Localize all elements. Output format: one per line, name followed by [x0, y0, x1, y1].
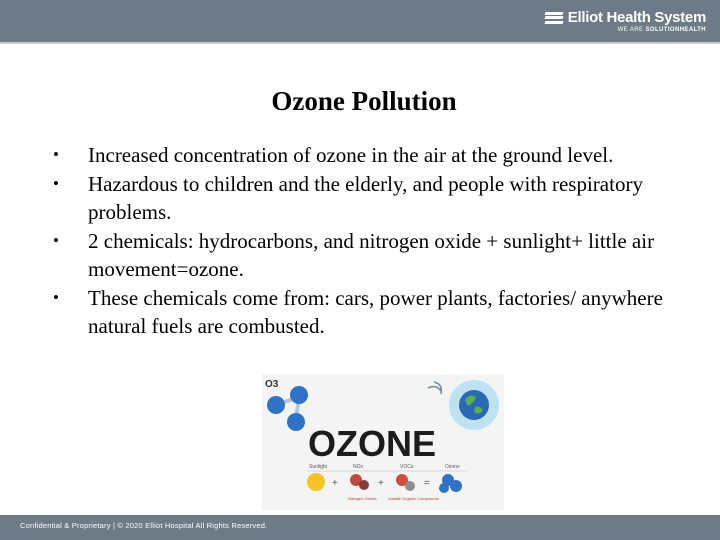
bullet-text: 2 chemicals: hydrocarbons, and nitrogen oxide + sunlight+ little air movement=ozone.	[88, 228, 655, 281]
column-label: Ozone	[445, 464, 460, 470]
bullet-dot: •	[53, 287, 59, 307]
bullet-item	[47, 170, 667, 227]
bullet-text: Hazardous to children and the elderly, and people with respiratory problems.	[88, 171, 643, 224]
header-bar	[0, 0, 720, 42]
logo-mark-icon	[545, 12, 563, 24]
footer-bar	[0, 515, 720, 540]
bullet-text: These chemicals come from: cars, power plants, factories/ anywhere natural fuels are combusted.	[88, 285, 663, 338]
bullet-item	[47, 227, 667, 284]
operator-symbol: +	[378, 478, 384, 489]
ozone-headline: OZONE	[308, 423, 437, 464]
elliot-health-logo	[545, 9, 706, 33]
bullet-item	[47, 284, 667, 341]
column-label: Sunlight	[309, 464, 328, 470]
column-sublabel: Nitrogen Oxides	[348, 496, 377, 501]
ozone-molecule-icon	[267, 386, 308, 431]
voc-molecule-icon	[396, 474, 415, 491]
bullet-text: Increased concentration of ozone in the air at the ground level.	[88, 143, 614, 167]
nox-molecule-icon	[350, 474, 369, 490]
operator-symbol: +	[332, 478, 338, 489]
bullet-dot: •	[53, 173, 59, 193]
bullet-item	[47, 141, 667, 170]
bullet-dot: •	[53, 230, 59, 250]
bullet-list	[47, 141, 667, 341]
column-label: NOx	[353, 464, 363, 470]
footer-copyright: Confidential & Proprietary | © 2020 Elliot Hospital All Rights Reserved.	[20, 521, 268, 530]
ozone-result-icon	[439, 474, 462, 493]
column-sublabel: Volatile Organic Compounds	[388, 496, 439, 501]
ozone-illustration	[262, 374, 504, 510]
header-divider	[0, 42, 720, 44]
ozone-illustration-graphic	[262, 374, 504, 510]
molecule-label: O3	[265, 379, 279, 390]
earth-icon	[428, 380, 499, 430]
logo-tagline: WE ARE SOLUTIONHEALTH	[617, 27, 706, 33]
slide-title: Ozone Pollution	[271, 86, 457, 116]
sunlight-icon	[307, 473, 325, 491]
operator-symbol: =	[424, 478, 430, 489]
column-label: VOCs	[400, 464, 414, 470]
logo-name: Elliot Health System	[567, 9, 706, 26]
bullet-dot: •	[53, 145, 59, 164]
